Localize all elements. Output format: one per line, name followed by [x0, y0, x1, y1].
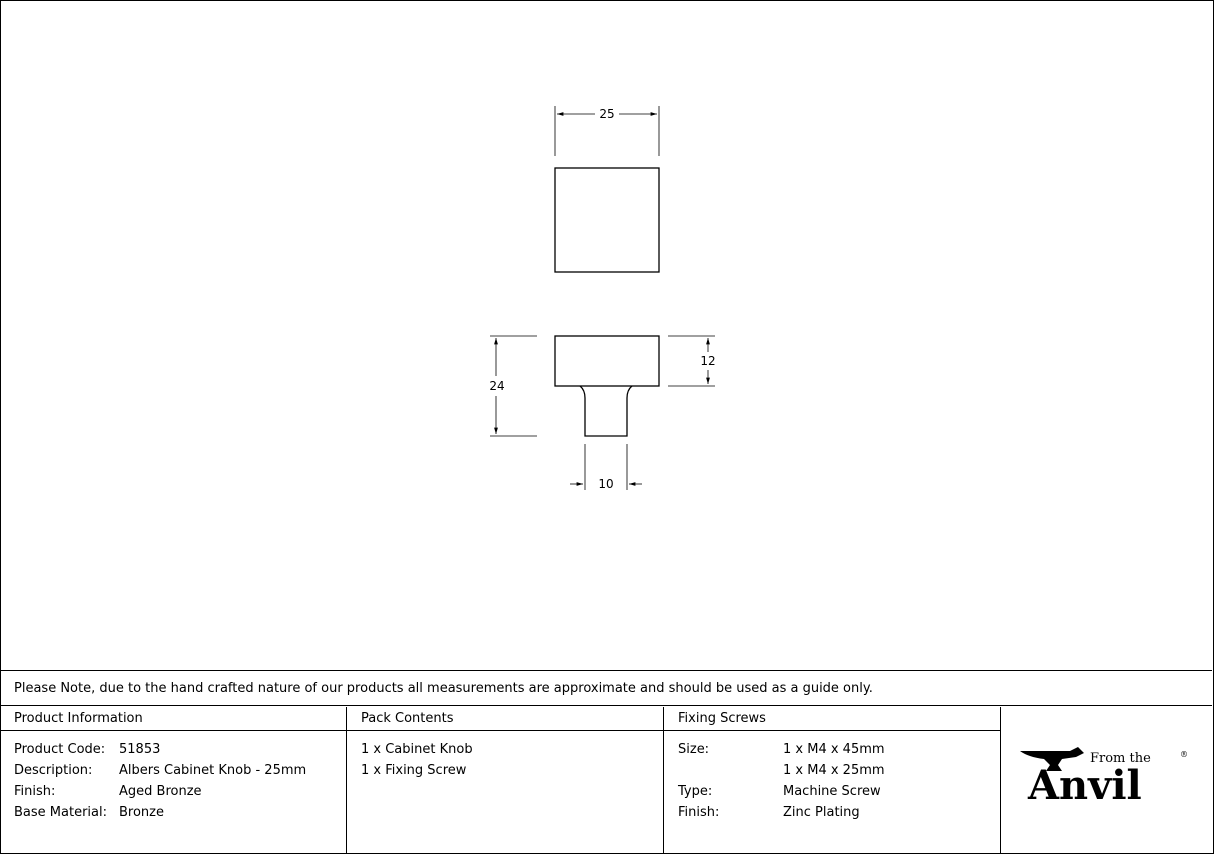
logo-from-the: From the	[1090, 751, 1151, 766]
pack-item: 1 x Fixing Screw	[361, 763, 467, 778]
product-info-table	[0, 707, 347, 853]
measurement-note: Please Note, due to the hand crafted nature of our products all measurements are approximate and should be used as a guide only.	[0, 670, 1212, 706]
dimension-head-height-label: 12	[700, 354, 716, 368]
info-row: Base Material: Bronze	[14, 805, 164, 820]
logo-brand: Anvil	[1028, 762, 1142, 809]
screw-row: Finish: Zinc Plating	[678, 805, 860, 820]
product-info-header: Product Information	[0, 707, 346, 731]
info-row: Product Code: 51853	[14, 742, 161, 757]
info-row: Description: Albers Cabinet Knob - 25mm	[14, 763, 307, 778]
logo-reg-mark: ®	[1180, 750, 1188, 759]
pack-contents-header: Pack Contents	[347, 707, 663, 731]
screw-row: Type: Machine Screw	[678, 784, 881, 799]
pack-item: 1 x Cabinet Knob	[361, 742, 473, 757]
side-view-knob	[555, 336, 659, 436]
dimension-stem-width-label: 10	[598, 477, 614, 491]
info-row: Finish: Aged Bronze	[14, 784, 202, 799]
dimension-top-width-label: 25	[599, 107, 615, 121]
anvil-logo	[1000, 707, 1212, 853]
screw-row: 1 x M4 x 25mm	[783, 763, 885, 778]
pack-contents-table	[347, 707, 664, 853]
fixing-screws-table	[664, 707, 1001, 853]
dimension-overall-height-label: 24	[489, 379, 505, 393]
top-view-square	[555, 168, 659, 272]
fixing-screws-header: Fixing Screws	[664, 707, 1000, 731]
screw-row: Size: 1 x M4 x 45mm	[678, 742, 885, 757]
brand-logo-cell	[1000, 707, 1212, 853]
